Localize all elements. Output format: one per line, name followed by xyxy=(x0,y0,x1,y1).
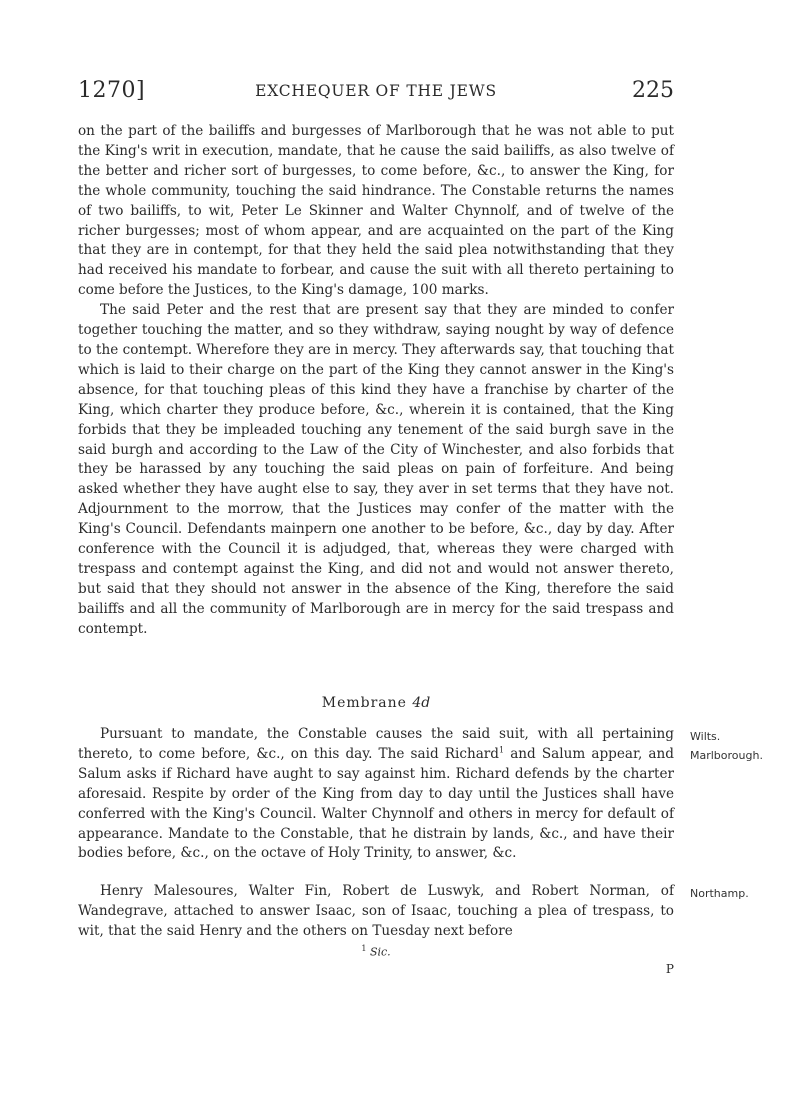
margin-note-wilts: Wilts. xyxy=(690,730,721,743)
entry-1-text-a: Pursuant to mandate, the Constable causes the said suit, with all pertaining thereto, to come before, &c., on this day. The said Richard xyxy=(78,726,674,762)
signature-mark: P xyxy=(665,962,674,976)
page-number: 225 xyxy=(632,78,674,103)
entry-northamp xyxy=(78,882,674,942)
margin-note-marlborough: Marlborough. xyxy=(690,749,763,762)
entry-1-paragraph xyxy=(78,725,674,864)
running-head-title: EXCHEQUER OF THE JEWS xyxy=(255,82,497,100)
entry-wilts xyxy=(78,725,674,864)
main-text xyxy=(78,122,674,640)
membrane-number: 4d xyxy=(412,695,431,711)
membrane-heading xyxy=(78,695,674,711)
footnote-reference: 1 xyxy=(499,745,505,755)
footnote-marker: 1 xyxy=(361,944,367,953)
footnote-text: Sic. xyxy=(369,945,391,959)
entry-1-text-b: and Salum appear, and Salum asks if Richard have aught to say against him. Richard defends by the charter aforesaid. Respite by order of the King from day to day until the Justices shall have conferred with the King's Council. Walter Chynnolf and others in mercy for default of appearance. Mandate to the Constable, that he distrain by lands, &c., and have their bodies before, &c., on the octave of Holy Trinity, to answer, &c. xyxy=(78,745,674,862)
membrane-label: Membrane xyxy=(321,695,407,711)
footnote xyxy=(78,944,674,959)
paragraph-2: The said Peter and the rest that are present say that they are minded to confer together touching the matter, and so they withdraw, saying nought by way of defence to the contempt. Wherefore they are in mercy. They afterwards say, that touching that which is laid to their charge on the part of the King they cannot answer in the King's absence, for that touching pleas of this kind they have a franchise by charter of the King, which charter they produce before, &c., wherein it is contained, that the King forbids that they be impleaded touching any tenement of the said burgh save in the said burgh and according to the Law of the City of Winchester, and also forbids that they be harassed by any touching the said pleas on pain of forfeiture. And being asked whether they have aught else to say, they aver in set terms that they have not. Adjournment to the morrow, that the Justices may confer of the matter with the King's Council. Defendants mainpern one another to be before, &c., day by day. After conference with the Council it is adjudged, that, whereas they were charged with trespass and contempt against the King, and did not and would not answer thereto, but said that they should not answer in the absence of the King, therefore the said bailiffs and all the community of Marlborough are in mercy for the said trespass and contempt. xyxy=(78,302,674,637)
paragraph-1: on the part of the bailiffs and burgesses of Marlborough that he was not able to put the King's writ in execution, mandate, that he cause the said bailiffs, as also twelve of the better and richer sort of burgesses, to come before, &c., to answer the King, for the whole community, touching the said hindrance. The Constable returns the names of two bailiffs, to wit, Peter Le Skinner and Walter Chynnolf, and of twelve of the richer burgesses; most of whom appear, and are acquainted on the part of the King that they are in contempt, for that they held the said plea notwithstanding that they had received his mandate to forbear, and cause the suit with all thereto pertaining to come before the Justices, to the King's damage, 100 marks. xyxy=(78,123,674,299)
running-head xyxy=(78,78,674,106)
entry-2-paragraph: Henry Malesoures, Walter Fin, Robert de Luswyk, and Robert Norman, of Wandegrave, attached to answer Isaac, son of Isaac, touching a plea of trespass, to wit, that the said Henry and the others on Tuesday next before xyxy=(78,883,674,939)
margin-note-northamp: Northamp. xyxy=(690,887,749,900)
running-head-year: 1270] xyxy=(78,78,146,103)
